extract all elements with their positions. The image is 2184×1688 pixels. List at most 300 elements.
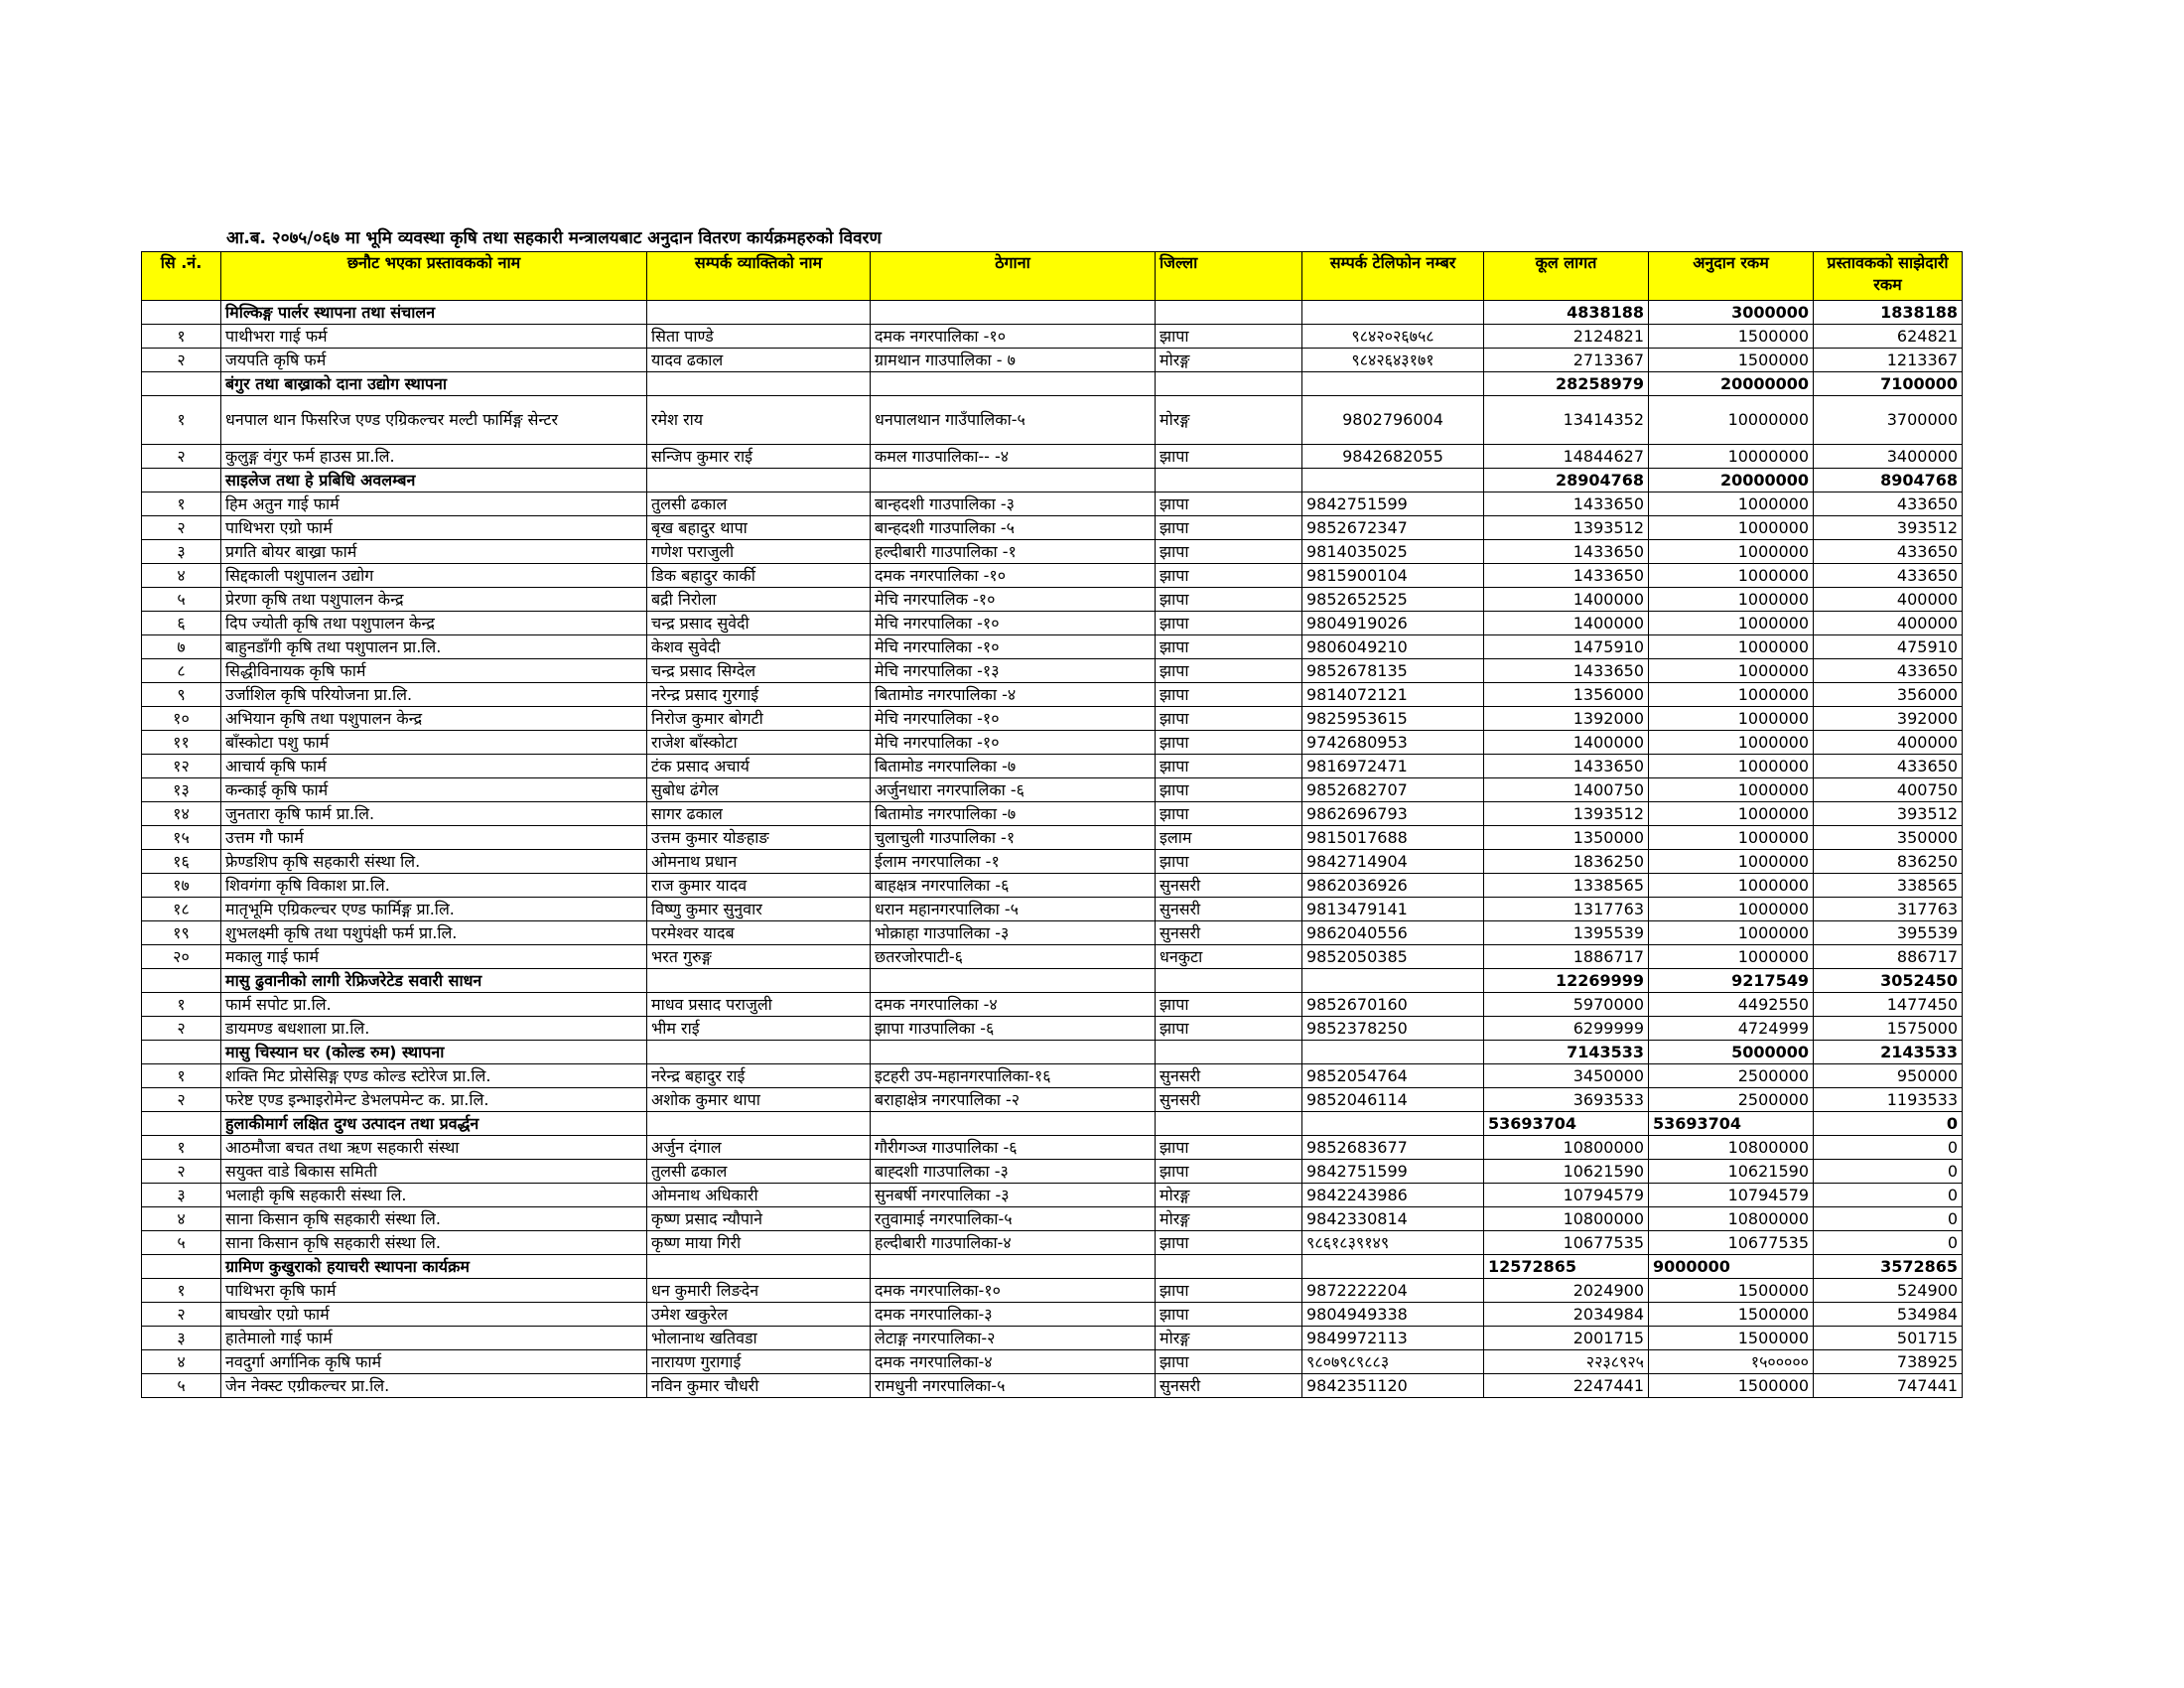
cell-total-cost: २२३८९२५ [1484, 1350, 1649, 1374]
cell-partner-share: 0 [1814, 1160, 1963, 1184]
cell-partner-share: 3700000 [1814, 396, 1963, 445]
cell-contact: केशव सुवेदी [647, 635, 871, 659]
cell-district: झापा [1156, 659, 1302, 683]
cell-sn: १७ [142, 874, 221, 898]
cell-total-cost: 1433650 [1484, 540, 1649, 564]
cell-contact: सन्जिप कुमार राई [647, 445, 871, 469]
cell-address: दमक नगरपालिका-४ [871, 1350, 1156, 1374]
cell-partner-share: 400000 [1814, 612, 1963, 635]
cell-partner-share: 433650 [1814, 755, 1963, 778]
cell-address: रतुवामाई नगरपालिका-५ [871, 1207, 1156, 1231]
cell-grant-amount: 1000000 [1649, 540, 1814, 564]
cell-proposer-name: जयपति कृषि फर्म [221, 349, 647, 372]
cell-total-cost: 1350000 [1484, 826, 1649, 850]
table-row [142, 612, 1963, 635]
cell-grant-amount: 1000000 [1649, 755, 1814, 778]
cell-proposer-name: पाथिभरा एग्रो फार्म [221, 516, 647, 540]
table-row [142, 874, 1963, 898]
cell-sn [142, 969, 221, 993]
cell-address: बितामोड नगरपालिका -४ [871, 683, 1156, 707]
cell-address: मेचि नगरपालिका -१० [871, 635, 1156, 659]
table-row [142, 1064, 1963, 1088]
cell-partner-share: 3400000 [1814, 445, 1963, 469]
header-sn: सि .नं. [142, 252, 221, 301]
table-row [142, 1303, 1963, 1327]
cell-phone: 9842330814 [1302, 1207, 1484, 1231]
cell-address: गौरीगञ्ज गाउपालिका -६ [871, 1136, 1156, 1160]
cell-total-cost: 1886717 [1484, 945, 1649, 969]
cell-phone: 9814035025 [1302, 540, 1484, 564]
section-row [142, 1255, 1963, 1279]
cell-district: मोरङ्ग [1156, 1207, 1302, 1231]
cell-phone: 9825953615 [1302, 707, 1484, 731]
cell-proposer-name: बाहुनडाँगी कृषि तथा पशुपालन प्रा.लि. [221, 635, 647, 659]
cell-sn: ४ [142, 1350, 221, 1374]
cell-contact: गणेश पराजुली [647, 540, 871, 564]
cell-total-cost: 3693533 [1484, 1088, 1649, 1112]
cell-district: सुनसरी [1156, 898, 1302, 921]
cell-proposer-name: पाथीभरा गाई फर्म [221, 325, 647, 349]
cell-proposer-name: उत्तम गौ फार्म [221, 826, 647, 850]
cell-phone: 9804919026 [1302, 612, 1484, 635]
cell-district [1156, 1255, 1302, 1279]
cell-grant-amount: 5000000 [1649, 1041, 1814, 1064]
cell-sn: १४ [142, 802, 221, 826]
cell-proposer-name: प्रेरणा कृषि तथा पशुपालन केन्द्र [221, 588, 647, 612]
document-title: आ.ब. २०७५/०६७ मा भूमि व्यवस्था कृषि तथा सहकारी मन्त्रालयबाट अनुदान वितरण कार्यक्रमहरुको विवरण [226, 228, 882, 248]
cell-contact: डिक बहादुर कार्की [647, 564, 871, 588]
cell-partner-share: 0 [1814, 1231, 1963, 1255]
cell-total-cost: 2034984 [1484, 1303, 1649, 1327]
cell-contact: तुलसी ढकाल [647, 1160, 871, 1184]
cell-address: सुनबर्षी नगरपालिका -३ [871, 1184, 1156, 1207]
cell-grant-amount: 1000000 [1649, 564, 1814, 588]
cell-partner-share: 1477450 [1814, 993, 1963, 1017]
cell-section-title: मिल्किङ्ग पार्लर स्थापना तथा संचालन [221, 301, 647, 325]
cell-grant-amount: 20000000 [1649, 372, 1814, 396]
cell-district: मोरङ्ग [1156, 349, 1302, 372]
cell-partner-share: 356000 [1814, 683, 1963, 707]
cell-phone: ९८४२०२६७५८ [1302, 325, 1484, 349]
cell-partner-share: 433650 [1814, 659, 1963, 683]
table-row [142, 540, 1963, 564]
cell-contact [647, 1255, 871, 1279]
cell-proposer-name: डायमण्ड बधशाला प्रा.लि. [221, 1017, 647, 1041]
cell-sn: २ [142, 349, 221, 372]
cell-grant-amount: 53693704 [1649, 1112, 1814, 1136]
cell-address: बितामोड नगरपालिका -७ [871, 802, 1156, 826]
cell-grant-amount: 1000000 [1649, 921, 1814, 945]
cell-proposer-name: सिद्धीविनायक कृषि फार्म [221, 659, 647, 683]
cell-grant-amount: 10800000 [1649, 1207, 1814, 1231]
cell-district: सुनसरी [1156, 1088, 1302, 1112]
table-row [142, 993, 1963, 1017]
cell-contact: निरोज कुमार बोगटी [647, 707, 871, 731]
cell-phone: 9742680953 [1302, 731, 1484, 755]
cell-district: झापा [1156, 707, 1302, 731]
cell-phone [1302, 1041, 1484, 1064]
cell-grant-amount: 1000000 [1649, 683, 1814, 707]
cell-district: झापा [1156, 683, 1302, 707]
table-row [142, 564, 1963, 588]
cell-phone [1302, 1112, 1484, 1136]
cell-address: दमक नगरपालिका -१० [871, 564, 1156, 588]
cell-address: मेचि नगरपालिका -१० [871, 707, 1156, 731]
cell-contact: सागर ढकाल [647, 802, 871, 826]
cell-partner-share: 747441 [1814, 1374, 1963, 1398]
cell-sn: ३ [142, 1327, 221, 1350]
cell-sn [142, 1255, 221, 1279]
cell-phone: 9806049210 [1302, 635, 1484, 659]
cell-contact: कृष्ण प्रसाद न्यौपाने [647, 1207, 871, 1231]
header-proposer-name: छनौट भएका प्रस्तावकको नाम [221, 252, 647, 301]
cell-total-cost: 10621590 [1484, 1160, 1649, 1184]
cell-partner-share: 1575000 [1814, 1017, 1963, 1041]
cell-contact: नरेन्द्र बहादुर राई [647, 1064, 871, 1088]
cell-contact: परमेश्वर यादब [647, 921, 871, 945]
cell-sn: १८ [142, 898, 221, 921]
cell-partner-share: 1838188 [1814, 301, 1963, 325]
cell-district: झापा [1156, 635, 1302, 659]
cell-phone: ९८६१८३९१४९ [1302, 1231, 1484, 1255]
section-row [142, 301, 1963, 325]
cell-district [1156, 301, 1302, 325]
cell-total-cost: 10794579 [1484, 1184, 1649, 1207]
cell-address: बान्हदशी गाउपालिका -५ [871, 516, 1156, 540]
cell-sn: २ [142, 445, 221, 469]
cell-grant-amount: 1000000 [1649, 778, 1814, 802]
cell-total-cost: 1400000 [1484, 612, 1649, 635]
cell-phone: 9842351120 [1302, 1374, 1484, 1398]
cell-contact: राज कुमार यादव [647, 874, 871, 898]
table-row [142, 898, 1963, 921]
cell-phone: ९८०७९८९८८३ [1302, 1350, 1484, 1374]
cell-sn: १९ [142, 921, 221, 945]
header-phone: सम्पर्क टेलिफोन नम्बर [1302, 252, 1484, 301]
cell-partner-share: 2143533 [1814, 1041, 1963, 1064]
table-row [142, 755, 1963, 778]
table-row [142, 635, 1963, 659]
cell-phone: 9842243986 [1302, 1184, 1484, 1207]
table-row [142, 802, 1963, 826]
cell-sn: ५ [142, 588, 221, 612]
cell-phone: 9852678135 [1302, 659, 1484, 683]
cell-proposer-name: शिवगंगा कृषि विकाश प्रा.लि. [221, 874, 647, 898]
cell-district: धनकुटा [1156, 945, 1302, 969]
cell-grant-amount: 10677535 [1649, 1231, 1814, 1255]
cell-address: धरान महानगरपालिका -५ [871, 898, 1156, 921]
cell-total-cost: 10800000 [1484, 1207, 1649, 1231]
cell-district: झापा [1156, 802, 1302, 826]
cell-proposer-name: कुलुङ्ग वंगुर फर्म हाउस प्रा.लि. [221, 445, 647, 469]
cell-address: मेचि नगरपालिका -१३ [871, 659, 1156, 683]
cell-district: झापा [1156, 1017, 1302, 1041]
cell-total-cost: 14844627 [1484, 445, 1649, 469]
table-row [142, 1160, 1963, 1184]
cell-contact: ओमनाथ अधिकारी [647, 1184, 871, 1207]
cell-grant-amount: 1000000 [1649, 802, 1814, 826]
cell-total-cost: 6299999 [1484, 1017, 1649, 1041]
cell-district: झापा [1156, 778, 1302, 802]
cell-sn: ५ [142, 1374, 221, 1398]
cell-address [871, 1112, 1156, 1136]
cell-contact: रमेश राय [647, 396, 871, 445]
cell-sn [142, 1112, 221, 1136]
header-total-cost: कूल लागत [1484, 252, 1649, 301]
cell-grant-amount: 10621590 [1649, 1160, 1814, 1184]
cell-section-title: हुलाकीमार्ग लक्षित दुग्ध उत्पादन तथा प्रवर्द्धन [221, 1112, 647, 1136]
cell-phone: 9852046114 [1302, 1088, 1484, 1112]
cell-partner-share: 400000 [1814, 588, 1963, 612]
cell-total-cost: 1317763 [1484, 898, 1649, 921]
cell-partner-share: 393512 [1814, 802, 1963, 826]
table-row [142, 1136, 1963, 1160]
cell-grant-amount: 1000000 [1649, 826, 1814, 850]
cell-phone: 9852050385 [1302, 945, 1484, 969]
cell-contact [647, 372, 871, 396]
table-row [142, 1184, 1963, 1207]
cell-total-cost: 1400000 [1484, 588, 1649, 612]
cell-address: लेटाङ्ग नगरपालिका-२ [871, 1327, 1156, 1350]
cell-sn: ५ [142, 1231, 221, 1255]
cell-district: झापा [1156, 755, 1302, 778]
table-row [142, 850, 1963, 874]
cell-address: मेचि नगरपालिका -१० [871, 612, 1156, 635]
cell-address: ईलाम नगरपालिका -१ [871, 850, 1156, 874]
cell-total-cost: 4838188 [1484, 301, 1649, 325]
table-body [142, 301, 1963, 1398]
cell-address: धनपालथान गाउँपालिका-५ [871, 396, 1156, 445]
cell-grant-amount: 10000000 [1649, 396, 1814, 445]
cell-grant-amount: 20000000 [1649, 469, 1814, 492]
cell-proposer-name: कन्काई कृषि फार्म [221, 778, 647, 802]
cell-contact: भरत गुरुङ्ग [647, 945, 871, 969]
cell-sn: १ [142, 993, 221, 1017]
cell-total-cost: 1393512 [1484, 802, 1649, 826]
cell-address: छतरजोरपाटी-६ [871, 945, 1156, 969]
cell-address: भोक्राहा गाउपालिका -३ [871, 921, 1156, 945]
cell-address: अर्जुनधारा नगरपालिका -६ [871, 778, 1156, 802]
cell-total-cost: 2124821 [1484, 325, 1649, 349]
cell-grant-amount: 9000000 [1649, 1255, 1814, 1279]
cell-partner-share: 836250 [1814, 850, 1963, 874]
cell-address: रामधुनी नगरपालिका-५ [871, 1374, 1156, 1398]
cell-total-cost: 1392000 [1484, 707, 1649, 731]
table-row [142, 588, 1963, 612]
cell-total-cost: 1400750 [1484, 778, 1649, 802]
cell-contact: अर्जुन दंगाल [647, 1136, 871, 1160]
cell-grant-amount: 3000000 [1649, 301, 1814, 325]
cell-proposer-name: सिद्दकाली पशुपालन उद्योग [221, 564, 647, 588]
cell-sn: २ [142, 1160, 221, 1184]
cell-phone: 9862040556 [1302, 921, 1484, 945]
cell-address: दमक नगरपालिका -४ [871, 993, 1156, 1017]
cell-sn: १ [142, 396, 221, 445]
cell-contact [647, 469, 871, 492]
cell-contact: बद्री निरोला [647, 588, 871, 612]
cell-contact: चन्द्र प्रसाद सिग्देल [647, 659, 871, 683]
cell-district: झापा [1156, 1136, 1302, 1160]
cell-proposer-name: हिम अतुन गाई फार्म [221, 492, 647, 516]
cell-grant-amount: 1000000 [1649, 612, 1814, 635]
cell-partner-share: 7100000 [1814, 372, 1963, 396]
cell-district: झापा [1156, 445, 1302, 469]
cell-proposer-name: फरेष्ट एण्ड इन्भाइरोमेन्ट डेभलपमेन्ट क. प्रा.लि. [221, 1088, 647, 1112]
cell-partner-share: 0 [1814, 1207, 1963, 1231]
cell-partner-share: 524900 [1814, 1279, 1963, 1303]
cell-total-cost: 1836250 [1484, 850, 1649, 874]
cell-grant-amount: 2500000 [1649, 1064, 1814, 1088]
cell-address [871, 1041, 1156, 1064]
cell-total-cost: 2247441 [1484, 1374, 1649, 1398]
cell-phone: 9872222204 [1302, 1279, 1484, 1303]
cell-phone: 9802796004 [1302, 396, 1484, 445]
table-row [142, 1350, 1963, 1374]
header-partner-share: प्रस्तावकको साझेदारी रकम [1814, 252, 1963, 301]
cell-partner-share: 395539 [1814, 921, 1963, 945]
cell-grant-amount: 1000000 [1649, 898, 1814, 921]
cell-district: सुनसरी [1156, 874, 1302, 898]
cell-address [871, 372, 1156, 396]
cell-proposer-name: जुनतारा कृषि फार्म प्रा.लि. [221, 802, 647, 826]
cell-partner-share: 3572865 [1814, 1255, 1963, 1279]
cell-total-cost: 28904768 [1484, 469, 1649, 492]
cell-phone: 9815017688 [1302, 826, 1484, 850]
cell-district: झापा [1156, 540, 1302, 564]
cell-proposer-name: अभियान कृषि तथा पशुपालन केन्द्र [221, 707, 647, 731]
cell-contact: अशोक कुमार थापा [647, 1088, 871, 1112]
cell-total-cost: 5970000 [1484, 993, 1649, 1017]
cell-total-cost: 1475910 [1484, 635, 1649, 659]
cell-address: हल्दीबारी गाउपालिका -१ [871, 540, 1156, 564]
cell-phone: 9804949338 [1302, 1303, 1484, 1327]
cell-proposer-name: साना किसान कृषि सहकारी संस्था लि. [221, 1207, 647, 1231]
cell-district: झापा [1156, 516, 1302, 540]
cell-address: मेचि नगरपालिक -१० [871, 588, 1156, 612]
cell-grant-amount: 1500000 [1649, 1327, 1814, 1350]
cell-proposer-name: बाँस्कोटा पशु फार्म [221, 731, 647, 755]
cell-district [1156, 1041, 1302, 1064]
section-row [142, 969, 1963, 993]
cell-district: झापा [1156, 1231, 1302, 1255]
cell-total-cost: 1356000 [1484, 683, 1649, 707]
table-row [142, 659, 1963, 683]
cell-proposer-name: मातृभूमि एग्रिकल्चर एण्ड फार्मिङ्ग प्रा.लि. [221, 898, 647, 921]
cell-partner-share: 8904768 [1814, 469, 1963, 492]
cell-district: झापा [1156, 1350, 1302, 1374]
cell-contact: नविन कुमार चौधरी [647, 1374, 871, 1398]
cell-phone: 9813479141 [1302, 898, 1484, 921]
table-row [142, 396, 1963, 445]
cell-grant-amount: 4724999 [1649, 1017, 1814, 1041]
cell-partner-share: 0 [1814, 1184, 1963, 1207]
cell-district: झापा [1156, 993, 1302, 1017]
cell-district: मोरङ्ग [1156, 396, 1302, 445]
cell-district: झापा [1156, 325, 1302, 349]
cell-proposer-name: फ्रेण्डशिप कृषि सहकारी संस्था लि. [221, 850, 647, 874]
cell-total-cost: 3450000 [1484, 1064, 1649, 1088]
section-row [142, 372, 1963, 396]
cell-total-cost: 12572865 [1484, 1255, 1649, 1279]
cell-proposer-name: पाथिभरा कृषि फार्म [221, 1279, 647, 1303]
cell-proposer-name: नवदुर्गा अर्गानिक कृषि फार्म [221, 1350, 647, 1374]
cell-total-cost: 1433650 [1484, 659, 1649, 683]
cell-section-title: ग्रामिण कुखुराको हयाचरी स्थापना कार्यक्रम [221, 1255, 647, 1279]
cell-grant-amount: १५००००० [1649, 1350, 1814, 1374]
cell-sn: १ [142, 1064, 221, 1088]
cell-phone: 9862696793 [1302, 802, 1484, 826]
cell-grant-amount: 1000000 [1649, 850, 1814, 874]
table-row [142, 325, 1963, 349]
table-row [142, 731, 1963, 755]
cell-sn: १ [142, 1279, 221, 1303]
cell-phone: 9862036926 [1302, 874, 1484, 898]
cell-partner-share: 0 [1814, 1136, 1963, 1160]
cell-address [871, 301, 1156, 325]
cell-total-cost: 12269999 [1484, 969, 1649, 993]
cell-phone: 9852672347 [1302, 516, 1484, 540]
cell-phone: 9849972113 [1302, 1327, 1484, 1350]
cell-district [1156, 469, 1302, 492]
cell-partner-share: 886717 [1814, 945, 1963, 969]
cell-sn: ३ [142, 1184, 221, 1207]
cell-partner-share: 1213367 [1814, 349, 1963, 372]
cell-contact: उत्तम कुमार योङहाङ [647, 826, 871, 850]
cell-contact: भोलानाथ खतिवडा [647, 1327, 871, 1350]
cell-sn: ११ [142, 731, 221, 755]
cell-sn: ८ [142, 659, 221, 683]
cell-contact: ओमनाथ प्रधान [647, 850, 871, 874]
cell-phone: 9852683677 [1302, 1136, 1484, 1160]
cell-proposer-name: फार्म सपोट प्रा.लि. [221, 993, 647, 1017]
cell-district: सुनसरी [1156, 1374, 1302, 1398]
cell-total-cost: 10677535 [1484, 1231, 1649, 1255]
cell-total-cost: 1338565 [1484, 874, 1649, 898]
cell-sn [142, 1041, 221, 1064]
cell-grant-amount: 1500000 [1649, 1303, 1814, 1327]
table-row [142, 349, 1963, 372]
cell-address: मेचि नगरपालिका -१० [871, 731, 1156, 755]
cell-address [871, 1255, 1156, 1279]
cell-partner-share: 350000 [1814, 826, 1963, 850]
cell-sn: ४ [142, 564, 221, 588]
cell-section-title: बंगुर तथा बाख्राको दाना उद्योग स्थापना [221, 372, 647, 396]
table-row [142, 1207, 1963, 1231]
header-district: जिल्ला [1156, 252, 1302, 301]
table-row [142, 1088, 1963, 1112]
cell-phone: 9852378250 [1302, 1017, 1484, 1041]
cell-total-cost: 28258979 [1484, 372, 1649, 396]
cell-proposer-name: आठमौजा बचत तथा ऋण सहकारी संस्था [221, 1136, 647, 1160]
cell-address [871, 469, 1156, 492]
cell-phone: 9842751599 [1302, 492, 1484, 516]
cell-grant-amount: 10800000 [1649, 1136, 1814, 1160]
cell-contact: नरेन्द्र प्रसाद गुरगाई [647, 683, 871, 707]
cell-phone: 9816972471 [1302, 755, 1484, 778]
cell-grant-amount: 4492550 [1649, 993, 1814, 1017]
cell-proposer-name: जेन नेक्स्ट एग्रीकल्चर प्रा.लि. [221, 1374, 647, 1398]
table-row [142, 516, 1963, 540]
cell-address: बाहक्षत्र नगरपालिका -६ [871, 874, 1156, 898]
table-row [142, 921, 1963, 945]
cell-sn: १ [142, 492, 221, 516]
cell-grant-amount: 1000000 [1649, 635, 1814, 659]
cell-sn: ९ [142, 683, 221, 707]
cell-district: झापा [1156, 850, 1302, 874]
table-row [142, 492, 1963, 516]
cell-grant-amount: 1500000 [1649, 349, 1814, 372]
cell-phone: 9852670160 [1302, 993, 1484, 1017]
